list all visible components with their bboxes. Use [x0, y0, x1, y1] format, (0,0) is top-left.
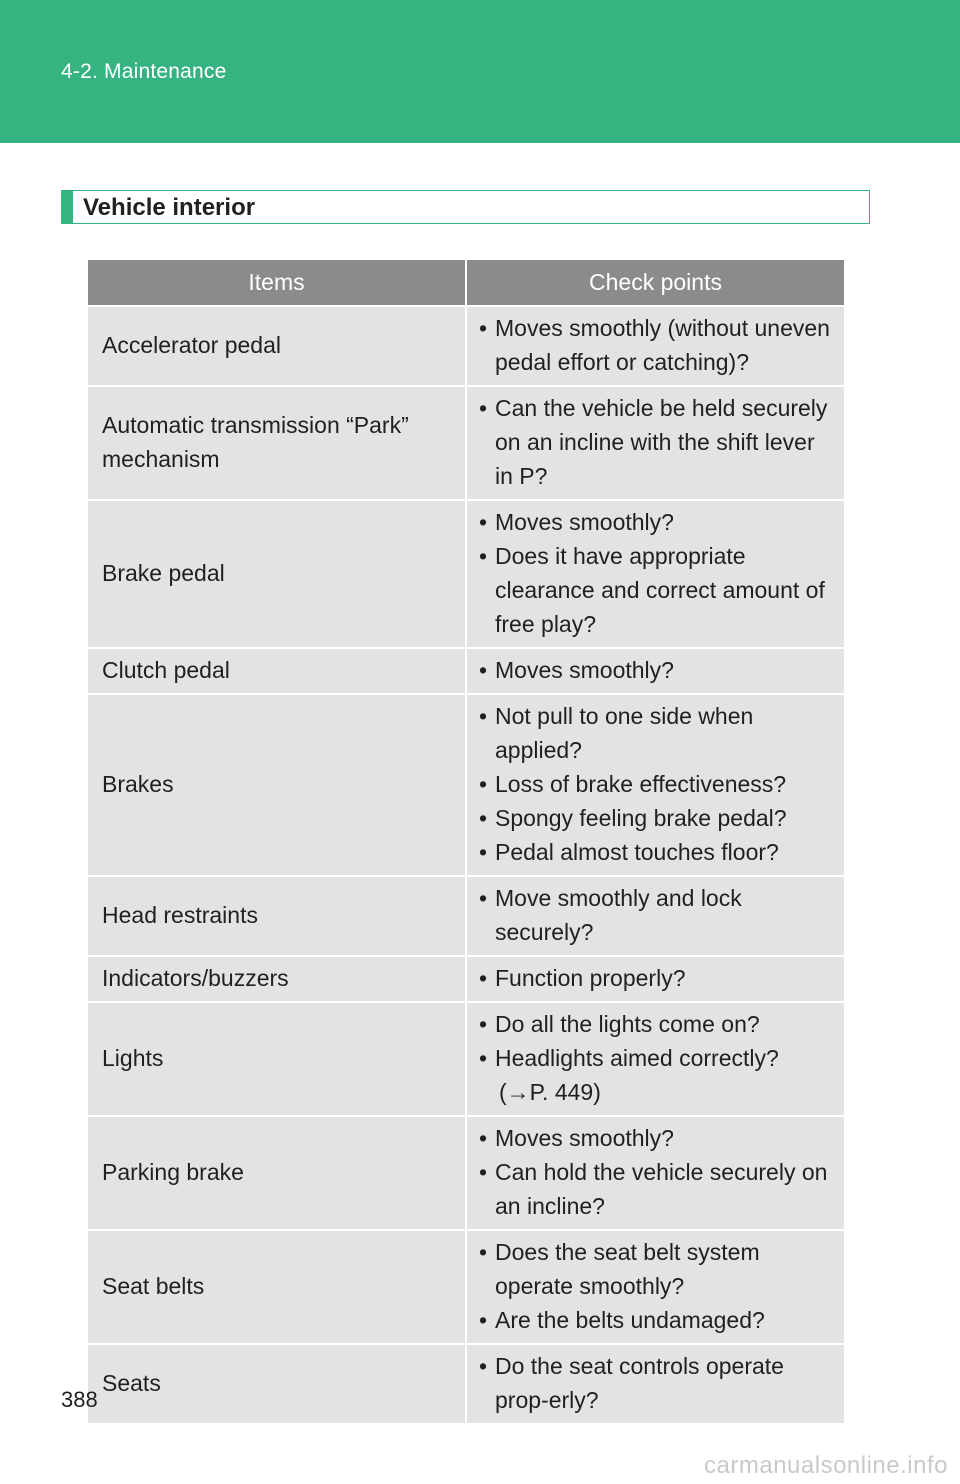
check-point: • Can the vehicle be held securely on an incline with the shift lever in P?	[479, 391, 838, 493]
table-row	[88, 1230, 844, 1344]
check-points-cell	[466, 1116, 844, 1230]
table-row	[88, 500, 844, 648]
section-breadcrumb: 4-2. Maintenance	[61, 60, 227, 83]
item-cell: Head restraints	[88, 876, 466, 956]
item-cell: Brakes	[88, 694, 466, 876]
check-point: • Do the seat controls operate prop-erly?	[479, 1349, 838, 1417]
table-row	[88, 694, 844, 876]
check-point: • Pedal almost touches floor?	[479, 835, 838, 869]
check-points-cell	[466, 1344, 844, 1424]
check-points-cell	[466, 1230, 844, 1344]
check-point: • Moves smoothly?	[479, 505, 838, 539]
check-points-cell	[466, 306, 844, 386]
watermark: carmanualsonline.info	[704, 1452, 948, 1479]
check-point: • Headlights aimed correctly?	[479, 1041, 838, 1075]
item-cell: Lights	[88, 1002, 466, 1116]
check-point: • Loss of brake effectiveness?	[479, 767, 838, 801]
check-points-cell	[466, 648, 844, 694]
table-body	[88, 306, 844, 1424]
check-point: • Not pull to one side when applied?	[479, 699, 838, 767]
check-point: • Do all the lights come on?	[479, 1007, 838, 1041]
table-row	[88, 1344, 844, 1424]
table-header-row	[88, 260, 844, 306]
item-cell: Automatic transmission “Park” mechanism	[88, 386, 466, 500]
check-point: • Does the seat belt system operate smoothly?	[479, 1235, 838, 1303]
page-header	[0, 0, 960, 143]
check-points-cell	[466, 876, 844, 956]
check-point: • Moves smoothly (without uneven pedal effort or catching)?	[479, 311, 838, 379]
title-accent-bar	[62, 191, 73, 223]
check-points-cell	[466, 500, 844, 648]
check-point: • Moves smoothly?	[479, 653, 838, 687]
page-reference-link[interactable]: (→P. 449)	[499, 1079, 601, 1105]
interior-check-table	[88, 260, 844, 1425]
section-title-box	[61, 190, 870, 224]
table-row	[88, 386, 844, 500]
page-number: 388	[61, 1387, 98, 1412]
check-point: • Can hold the vehicle securely on an incline?	[479, 1155, 838, 1223]
check-point: • Does it have appropriate clearance and correct amount of free play?	[479, 539, 838, 641]
item-cell: Brake pedal	[88, 500, 466, 648]
check-points-cell	[466, 1002, 844, 1116]
item-cell: Accelerator pedal	[88, 306, 466, 386]
item-cell: Seats	[88, 1344, 466, 1424]
item-cell: Indicators/buzzers	[88, 956, 466, 1002]
check-points-cell	[466, 386, 844, 500]
table-row	[88, 1002, 844, 1116]
item-cell: Parking brake	[88, 1116, 466, 1230]
check-point: • Spongy feeling brake pedal?	[479, 801, 838, 835]
section-title: Vehicle interior	[83, 194, 256, 221]
table-row	[88, 876, 844, 956]
check-points-cell	[466, 956, 844, 1002]
column-header-items: Items	[88, 260, 466, 306]
item-cell: Clutch pedal	[88, 648, 466, 694]
column-header-check-points: Check points	[466, 260, 844, 306]
check-points-cell	[466, 694, 844, 876]
check-point: • Are the belts undamaged?	[479, 1303, 838, 1337]
table-row	[88, 956, 844, 1002]
table-row	[88, 1116, 844, 1230]
table-row	[88, 306, 844, 386]
check-point: • Moves smoothly?	[479, 1121, 838, 1155]
item-cell: Seat belts	[88, 1230, 466, 1344]
check-point: • Function properly?	[479, 961, 838, 995]
check-point: • Move smoothly and lock securely?	[479, 881, 838, 949]
table-row	[88, 648, 844, 694]
